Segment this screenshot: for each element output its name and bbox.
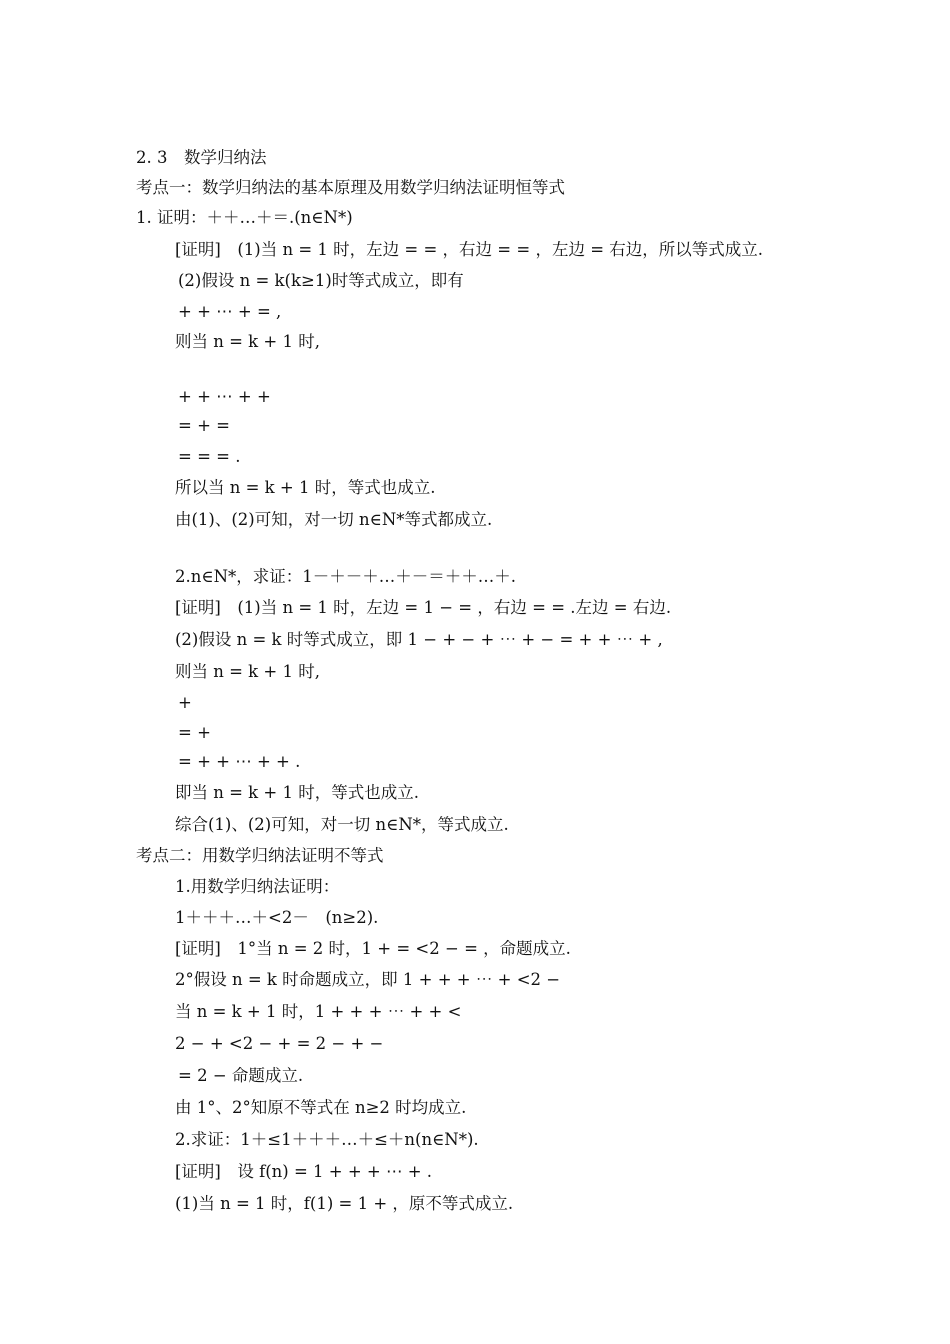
formula-line: = + = (178, 416, 230, 435)
proof-line: 则当 n = k + 1 时, (175, 332, 320, 351)
proof-line: [证明] 1°当 n = 2 时，1 + = <2 − = ，命题成立. (175, 939, 571, 958)
proof-line: = 2 − 命题成立. (178, 1066, 304, 1085)
topic-2-heading: 考点二：用数学归纳法证明不等式 (136, 846, 384, 865)
proof-line: (2)假设 n = k(k≥1)时等式成立，即有 (178, 271, 464, 290)
proof-line: 即当 n = k + 1 时，等式也成立. (175, 783, 419, 802)
formula-line: = = = . (178, 447, 241, 466)
problem-1-statement: 1. 证明：＋＋…＋＝.(n∈N*) (136, 208, 353, 227)
proof-line: 由 1°、2°知原不等式在 n≥2 时均成立. (175, 1098, 467, 1117)
proof-line: (1)当 n = 1 时，f(1) = 1 + ，原不等式成立. (175, 1194, 514, 1213)
formula-line: = + (178, 723, 211, 742)
proof-line: 综合(1)、(2)可知，对一切 n∈N*，等式成立. (175, 815, 509, 834)
formula-line: = + + ⋯ + + . (178, 752, 301, 771)
topic-1-heading: 考点一：数学归纳法的基本原理及用数学归纳法证明恒等式 (136, 178, 565, 197)
proof-line: 2°假设 n = k 时命题成立，即 1 + + + ⋯ + <2 − (175, 970, 561, 989)
problem-4-statement: 2.求证：1＋≤1＋＋＋…＋≤＋n(n∈N*). (175, 1130, 479, 1149)
problem-2-statement: 2.n∈N*，求证：1－＋－＋…＋－＝＋＋…＋. (175, 567, 517, 586)
formula-line: + + ⋯ + + (178, 387, 271, 406)
formula-line: 2 − + <2 − + = 2 − + − (175, 1034, 384, 1053)
proof-line: 当 n = k + 1 时，1 + + + ⋯ + + < (175, 1002, 462, 1021)
proof-line: 则当 n = k + 1 时, (175, 662, 320, 681)
proof-line: [证明] (1)当 n = 1 时，左边 = 1 − = ，右边 = = .左边 = 右边. (175, 598, 672, 617)
proof-line: 所以当 n = k + 1 时，等式也成立. (175, 478, 436, 497)
formula-line: + (178, 693, 192, 712)
formula-line: 1＋＋＋…＋<2－ (n≥2). (175, 908, 379, 927)
proof-line: [证明] 设 f(n) = 1 + + + ⋯ + . (175, 1162, 433, 1181)
problem-3-statement: 1.用数学归纳法证明： (175, 877, 340, 896)
formula-line: + + ⋯ + = , (178, 302, 282, 321)
proof-line: 由(1)、(2)可知，对一切 n∈N*等式都成立. (175, 510, 493, 529)
proof-line: (2)假设 n = k 时等式成立，即 1 − + − + ⋯ + − = + + ⋯ + , (175, 630, 663, 649)
proof-line: [证明] (1)当 n = 1 时，左边 = = ，右边 = = ，左边 = 右边，所以等式成立. (175, 240, 764, 259)
section-title: 2. 3 数学归纳法 (136, 148, 267, 167)
